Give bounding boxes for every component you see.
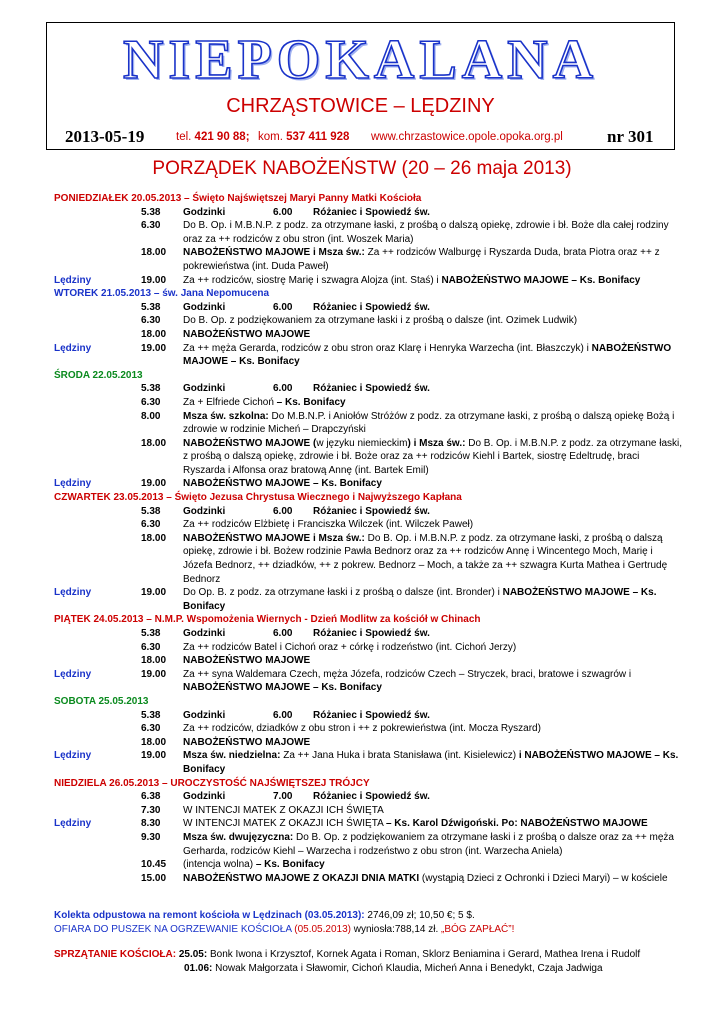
cleaning-section — [54, 948, 684, 975]
godzinki-label: Godzinki — [183, 791, 226, 803]
schedule-entry — [54, 831, 684, 858]
entry-time: 19.00 — [141, 274, 167, 286]
entry-time: 5.38 — [141, 628, 161, 639]
rosary-label: Różaniec i Spowiedź św. — [313, 791, 430, 803]
schedule-title: PORZĄDEK NABOŻEŃSTW (20 – 26 maja 2013) — [152, 158, 572, 179]
entry-description — [183, 396, 684, 410]
schedule-entry — [54, 749, 684, 776]
entry-time: 5.38 — [141, 709, 161, 721]
entry-description — [183, 749, 684, 776]
entry-description — [183, 477, 684, 491]
schedule-entry — [54, 804, 684, 818]
collection-note — [54, 909, 684, 923]
entry-description — [183, 382, 684, 396]
entry-bold-prefix: NABOŻEŃSTWO MAJOWE i Msza św.: — [183, 247, 365, 259]
godzinki-label: Godzinki — [183, 206, 226, 218]
entry-description — [183, 654, 684, 668]
entry-intention: (intencja wolna) — [183, 859, 256, 871]
entry-intention: Do Op. B. z podz. za otrzymane łaski i z prośbą o dalsze (int. Bronder) i — [183, 587, 503, 599]
entry-time: 19.00 — [141, 342, 167, 354]
schedule-entry — [54, 790, 684, 804]
entry-description — [183, 314, 684, 328]
entry-description — [183, 722, 684, 736]
entry-bold-suffix: – Ks. Karol Dźwigoński. Po: NABOŻEŃSTWO MAJOWE — [385, 818, 648, 830]
schedule-entry — [54, 342, 684, 369]
location-label: Lędziny — [54, 274, 92, 286]
location-label: Lędziny — [54, 668, 92, 680]
entry-description — [183, 872, 684, 886]
entry-time: 19.00 — [141, 478, 167, 490]
schedule-entry — [54, 518, 684, 532]
heating-value: wyniosła:788,14 zł. — [350, 923, 442, 935]
entry-description — [183, 437, 684, 478]
entry-time: 9.30 — [141, 831, 161, 843]
entry-description — [183, 736, 684, 750]
heating-label: OFIARA DO PUSZEK NA OGRZEWANIE KOŚCIOŁA — [54, 923, 292, 935]
entry-time: 8.00 — [141, 410, 161, 422]
location-label: Lędziny — [54, 818, 92, 830]
day-heading: PIĄTEK 24.05.2013 – N.M.P. Wspomożenia Wiernych - Dzień Modlitw za kościół w Chinach — [54, 614, 481, 626]
entry-intention: Do B. Op. z podziękowaniem za otrzymane łaski i z prośbą o dalsze oraz za ++ męża Gerharda, rodziców Kiehl – Warzecha i rodzeństwo z obu stron (int. Warzecha Aniela) — [183, 831, 674, 857]
entry-description — [183, 831, 684, 858]
entry-intention: Za ++ rodziców, siostrę Marię i szwagra Alojza (int. Staś) i — [183, 274, 442, 286]
entry-time: 18.00 — [141, 437, 167, 449]
schedule-entry — [54, 477, 684, 491]
entry-time: 6.30 — [141, 315, 161, 327]
issue-number: nr 301 — [607, 127, 654, 146]
entry-time: 18.00 — [141, 532, 167, 544]
entry-description — [183, 301, 684, 315]
location-label: Lędziny — [54, 750, 92, 762]
schedule-entry — [54, 274, 684, 288]
entry-intention: Za ++ rodziców Batel i Cichoń oraz + córkę i rodzeństwo (int. Cichoń Jerzy) — [183, 641, 517, 653]
location-label: Lędziny — [54, 478, 92, 490]
entry-description — [183, 817, 684, 831]
entry-time: 6.30 — [141, 519, 161, 531]
entry-description — [183, 246, 684, 273]
entry-time: 6.30 — [141, 396, 161, 408]
entry-intention: Za + Elfriede Cichoń — [183, 396, 277, 408]
entry-intention: (wystąpią Dzieci z Ochronki i Dzieci Maryi) – w kościele — [419, 872, 668, 884]
notes-section — [54, 909, 684, 936]
day-heading: PONIEDZIAŁEK 20.05.2013 – Święto Najświętszej Maryi Panny Matki Kościoła — [54, 193, 422, 204]
rosary-time: 6.00 — [273, 505, 293, 517]
entry-intention: Do B. Op. i M.B.N.P. z podz. za otrzymane łaski, z prośbą o dalszą opiekę, zdrowie i bł. Boże oraz za ++ rodziców Kiehl i Bartek, siostrę Edeltrudę, braci Ryszarda i Alfonsa oraz bratową Annę (int. Bartek Emil) — [183, 437, 683, 476]
rosary-label: Różaniec i Spowiedź św. — [313, 383, 430, 395]
entry-bold-prefix: NABOŻEŃSTWO MAJOWE – Ks. Bonifacy — [183, 478, 382, 490]
entry-description — [183, 709, 684, 723]
entry-bold-prefix: NABOŻEŃSTWO MAJOWE — [183, 328, 311, 340]
rosary-time: 6.00 — [273, 383, 293, 395]
rosary-time: 6.00 — [273, 628, 293, 639]
schedule-entry — [54, 410, 684, 437]
entry-time: 5.38 — [141, 206, 161, 218]
entry-bold-prefix: NABOŻEŃSTWO MAJOWE i Msza św.: — [183, 532, 365, 544]
godzinki-label: Godzinki — [183, 628, 226, 639]
heating-date: (05.05.2013) — [291, 923, 351, 935]
entry-description — [183, 627, 684, 641]
schedule-entry — [54, 641, 684, 655]
location-label: Lędziny — [54, 587, 92, 599]
rosary-label: Różaniec i Spowiedź św. — [313, 505, 430, 517]
entry-time: 10.45 — [141, 859, 167, 871]
entry-bold-suffix: NABOŻEŃSTWO MAJOWE – Ks. Bonifacy — [183, 682, 382, 694]
newsletter-header — [46, 22, 675, 150]
schedule-entry — [54, 206, 684, 220]
entry-intention: Do B. Op. i M.B.N.P. z podz. za otrzymane łaski, z prośbą o dalszą opiekę, zdrowie i bł. Boże dla całej rodziny oraz za ++ rodziców z obu stron (int. Woszek Maria) — [183, 220, 669, 245]
cleaning-date-1: 25.05: — [178, 949, 208, 960]
cleaning-date-2: 01.06: — [184, 962, 213, 974]
entry-time: 19.00 — [141, 750, 167, 762]
schedule-entry — [54, 817, 684, 831]
schedule-entry — [54, 872, 684, 886]
entry-time: 6.30 — [141, 641, 161, 653]
entry-intention: Za ++ syna Waldemara Czech, męża Józefa, rodziców Czech – Stryczek, braci, bratowe i szwagrów i — [183, 668, 632, 680]
entry-intention: Za ++ męża Gerarda, rodziców z obu stron oraz Klarę i Henryka Warzecha (int. Błaszczyk) i — [183, 342, 592, 354]
entry-description — [183, 274, 684, 288]
godzinki-label: Godzinki — [183, 301, 226, 313]
entry-time: 8.30 — [141, 818, 161, 830]
schedule-entry — [54, 532, 684, 586]
entry-time: 18.00 — [141, 328, 167, 340]
entry-description — [183, 518, 684, 532]
schedule-entry — [54, 586, 684, 613]
entry-time: 18.00 — [141, 655, 167, 667]
entry-bold-suffix: i NABOŻEŃSTWO MAJOWE – Ks. Bonifacy — [183, 750, 679, 775]
day-heading: ŚRODA 22.05.2013 — [54, 369, 143, 381]
godzinki-label: Godzinki — [183, 505, 226, 517]
phone-label: tel. — [176, 131, 192, 143]
entry-bold-prefix: Msza św. niedzielna: — [183, 750, 281, 762]
cleaning-label: SPRZĄTANIE KOŚCIOŁA: — [54, 949, 177, 960]
entry-intention: W INTENCJI MATEK Z OKAZJI ICH ŚWIĘTA — [183, 818, 386, 830]
entry-bold-prefix: Msza św. szkolna: — [183, 410, 269, 422]
godzinki-label: Godzinki — [183, 709, 226, 721]
entry-bold-prefix-2: ) i Msza św.: — [407, 437, 466, 449]
schedule-entry — [54, 301, 684, 315]
info-line — [47, 127, 674, 147]
newsletter-logo: NIEPOKALANA — [122, 29, 599, 91]
schedule-entry — [54, 437, 684, 478]
schedule-entry — [54, 627, 684, 641]
entry-description — [183, 858, 684, 872]
entry-bold-suffix: – Ks. Bonifacy — [276, 396, 346, 408]
entry-bold-suffix: NABOŻEŃSTWO MAJOWE – Ks. Bonifacy — [183, 587, 657, 612]
schedule-entry — [54, 246, 684, 273]
website-link[interactable]: www.chrzastowice.opole.opoka.org.pl — [371, 131, 563, 143]
entry-time: 6.38 — [141, 791, 161, 803]
day-heading: NIEDZIELA 26.05.2013 – UROCZYSTOŚĆ NAJŚWIĘTSZEJ TRÓJCY — [54, 777, 370, 789]
parish-subtitle: CHRZĄSTOWICE – LĘDZINY — [226, 95, 495, 117]
rosary-time: 6.00 — [273, 206, 293, 218]
schedule-entry — [54, 219, 684, 246]
collection-label: Kolekta odpustowa na remont kościoła w Lędzinach (03.05.2013): — [54, 910, 365, 921]
entry-time: 15.00 — [141, 872, 167, 884]
rosary-label: Różaniec i Spowiedź św. — [313, 628, 430, 639]
entry-bold-prefix: NABOŻEŃSTWO MAJOWE — [183, 736, 311, 748]
rosary-time: 6.00 — [273, 301, 293, 313]
entry-description — [183, 790, 684, 804]
entry-description — [183, 586, 684, 613]
mobile — [258, 131, 349, 143]
entry-description — [183, 668, 684, 695]
entry-bold-prefix: NABOŻEŃSTWO MAJOWE ( — [183, 437, 317, 449]
entry-intention: Do B. Op. z podziękowaniem za otrzymane łaski i z prośbą o dalsze (int. Ozimek Ludwik) — [183, 315, 578, 327]
entry-time: 5.38 — [141, 301, 161, 313]
heating-thanks: „BÓG ZAPŁAĆ”! — [441, 923, 515, 935]
cleaning-names-1: Bonk Iwona i Krzysztof, Kornek Agata i Roman, Sklorz Beniamina i Gerard, Mathea Irena i Rudolf — [207, 949, 641, 960]
heating-note — [54, 923, 684, 937]
godzinki-label: Godzinki — [183, 383, 226, 395]
schedule-entry — [54, 654, 684, 668]
schedule-entry — [54, 722, 684, 736]
entry-bold-suffix: – Ks. Bonifacy — [255, 859, 325, 871]
entry-description — [183, 328, 684, 342]
schedule-entry — [54, 396, 684, 410]
entry-description — [183, 532, 684, 586]
entry-intention: Za ++ rodziców Elżbietę i Franciszka Wilczek (int. Wilczek Paweł) — [183, 519, 474, 531]
entry-time: 6.30 — [141, 723, 161, 735]
entry-language-note: w języku niemieckim — [316, 437, 408, 449]
entry-description — [183, 219, 684, 246]
entry-time: 6.30 — [141, 220, 161, 232]
cleaning-names-2: Nowak Małgorzata i Sławomir, Cichoń Klaudia, Micheń Anna i Benedykt, Czaja Jadwiga — [212, 962, 603, 974]
rosary-label: Różaniec i Spowiedź św. — [313, 206, 430, 218]
entry-bold-prefix: Msza św. dwujęzyczna: — [183, 831, 294, 843]
issue-date: 2013-05-19 — [65, 127, 145, 146]
rosary-time: 6.00 — [273, 709, 293, 721]
schedule-entry — [54, 709, 684, 723]
entry-intention: Za ++ rodziców, dziadków z obu stron i ++ z pokrewieństwa (int. Mocza Ryszard) — [183, 723, 541, 735]
schedule-entry — [54, 505, 684, 519]
entry-time: 7.30 — [141, 804, 161, 816]
entry-bold-suffix: NABOŻEŃSTWO MAJOWE – Ks. Bonifacy — [441, 274, 641, 286]
day-heading: SOBOTA 25.05.2013 — [54, 695, 149, 707]
rosary-label: Różaniec i Spowiedź św. — [313, 301, 430, 313]
schedule-entry — [54, 382, 684, 396]
day-heading: WTOREK 21.05.2013 – św. Jana Nepomucena — [54, 288, 270, 300]
entry-bold-prefix: NABOŻEŃSTWO MAJOWE — [183, 655, 311, 667]
entry-time: 18.00 — [141, 736, 167, 748]
entry-bold-suffix: NABOŻEŃSTWO MAJOWE – Ks. Bonifacy — [183, 342, 672, 368]
entry-description — [183, 342, 684, 369]
entry-time: 5.38 — [141, 505, 161, 517]
schedule-entry — [54, 736, 684, 750]
entry-intention: W INTENCJI MATEK Z OKAZJI ICH ŚWIĘTA — [183, 804, 384, 816]
location-label: Lędziny — [54, 342, 92, 354]
schedule-entry — [54, 314, 684, 328]
entry-time: 18.00 — [141, 247, 167, 259]
mobile-label: kom. — [258, 131, 283, 143]
entry-intention: Do M.B.N.P. i Aniołów Stróżów z podz. za otrzymane łaski, z prośbą o dalszą opiekę Bożą i zdrowie w rodzinie Micheń – Drapczyński — [183, 410, 675, 436]
mobile-number: 537 411 928 — [286, 131, 350, 143]
schedule-entry — [54, 668, 684, 695]
schedule-entry — [54, 858, 684, 872]
entry-intention: Do B. Op. i M.B.N.P. z podz. za otrzymane łaski, z prośbą o dalszą opiekę, zdrowie i bł. Bożew rodzinie Pawła Bednorz oraz za ++ rodziców Annę i Wincentego Moch, Marię i Józefa Bednorz, ++ dziadków, ++ z pokrew. Bednorz – Moch, a także za ++ szwagra Kurta Mathea i Gertrudę Bednorz — [183, 532, 668, 585]
schedule-entry — [54, 328, 684, 342]
entry-description — [183, 410, 684, 437]
entry-time: 19.00 — [141, 587, 167, 599]
day-heading: CZWARTEK 23.05.2013 – Święto Jezusa Chrystusa Wiecznego i Najwyższego Kapłana — [54, 492, 462, 504]
entry-intention: Za ++ rodziców Walburgę i Ryszarda Duda, brata Piotra oraz ++ z pokrewieństwa (int. Duda Paweł) — [183, 247, 660, 272]
entry-description — [183, 206, 684, 220]
phone-number: 421 90 88; — [194, 131, 250, 143]
entry-description — [183, 804, 684, 818]
collection-value: 2746,09 zł; 10,50 €; 5 $. — [364, 910, 475, 921]
entry-bold-prefix: NABOŻEŃSTWO MAJOWE Z OKAZJI DNIA MATKI — [183, 872, 420, 884]
entry-intention: Za ++ Jana Huka i brata Stanisława (int. Kisielewicz) — [280, 750, 519, 762]
phone — [176, 131, 250, 143]
rosary-label: Różaniec i Spowiedź św. — [313, 709, 430, 721]
cleaning-row-2 — [54, 962, 684, 976]
entry-description — [183, 505, 684, 519]
cleaning-row-1 — [54, 948, 684, 962]
entry-description — [183, 641, 684, 655]
mass-schedule — [54, 192, 684, 885]
entry-time: 19.00 — [141, 668, 167, 680]
entry-time: 5.38 — [141, 383, 161, 395]
rosary-time: 7.00 — [273, 791, 293, 803]
